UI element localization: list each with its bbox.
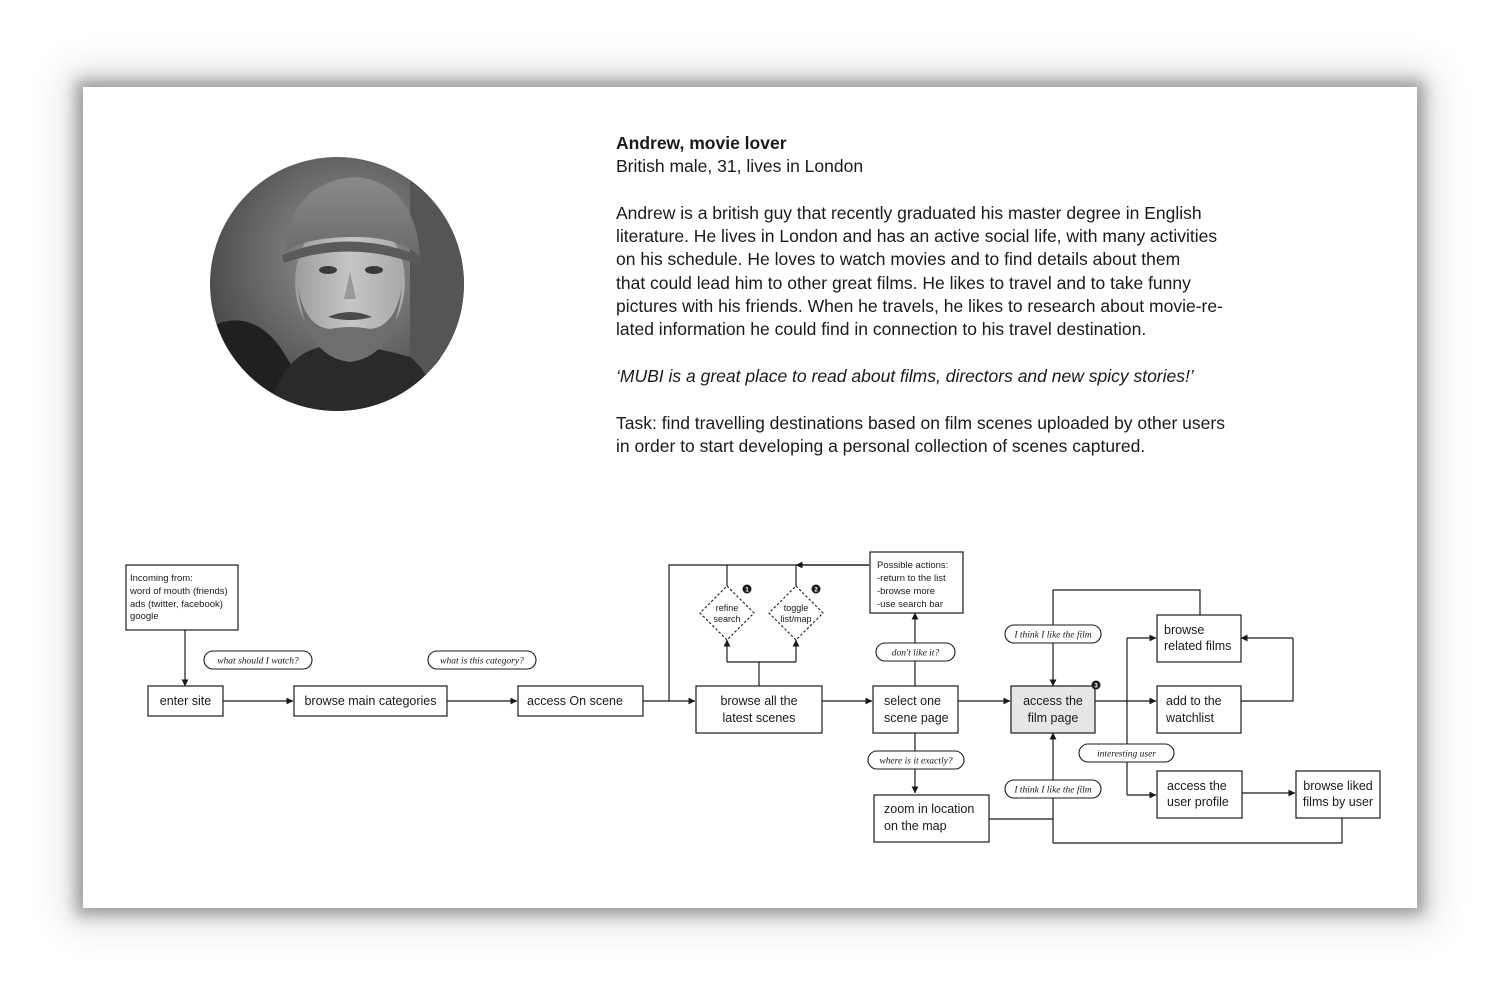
svg-text:access On scene: access On scene — [527, 694, 623, 708]
persona-bio-line: lated information he could find in connection to his travel destination. — [616, 319, 1147, 340]
possible-actions-box — [870, 552, 963, 613]
decision-refine-search — [700, 586, 754, 640]
svg-text:related films: related films — [1164, 639, 1232, 653]
svg-text:2: 2 — [814, 586, 818, 594]
svg-text:select one: select one — [884, 694, 941, 708]
question-like-film-bottom — [1005, 780, 1101, 798]
svg-text:where is it exactly?: where is it exactly? — [879, 756, 953, 767]
persona-bio-line: on his schedule. He loves to watch movies and to find details about them — [616, 249, 1181, 270]
question-what-category — [428, 651, 536, 669]
svg-text:word of mouth (friends): word of mouth (friends) — [130, 586, 228, 597]
persona-name: Andrew, movie lover — [616, 133, 787, 153]
question-dont-like-it — [876, 643, 955, 661]
badge-3 — [1092, 681, 1101, 690]
svg-text:what is this category?: what is this category? — [440, 656, 524, 667]
step-browse-related-films — [1157, 615, 1241, 662]
persona-subtitle: British male, 31, lives in London — [616, 156, 864, 177]
svg-text:3: 3 — [1094, 682, 1098, 690]
svg-text:access the: access the — [1023, 694, 1083, 708]
persona-bio-line: pictures with his friends. When he travels, he likes to research about movie-re- — [616, 296, 1223, 317]
svg-text:latest scenes: latest scenes — [722, 711, 796, 725]
step-browse-liked-films — [1296, 771, 1380, 818]
persona-bio-line: that could lead him to other great films. He likes to travel and to take funny — [616, 272, 1191, 293]
step-add-to-watchlist — [1157, 686, 1241, 733]
step-enter-site — [148, 686, 223, 716]
svg-text:film page: film page — [1027, 711, 1079, 725]
svg-text:refine: refine — [715, 603, 739, 613]
svg-text:search: search — [713, 614, 741, 624]
question-where-exactly — [868, 751, 964, 769]
svg-text:user profile: user profile — [1167, 795, 1229, 809]
svg-text:I think I like the film: I think I like the film — [1014, 630, 1092, 641]
decision-toggle-list-map — [769, 586, 823, 640]
svg-text:Incoming from:: Incoming from: — [130, 573, 193, 584]
svg-text:1: 1 — [745, 586, 749, 594]
persona-quote: ‘MUBI is a great place to read about films, directors and new spicy stories!’ — [616, 365, 1194, 386]
badge-2 — [812, 585, 821, 594]
step-zoom-map — [874, 795, 989, 842]
question-interesting-user — [1079, 744, 1174, 762]
svg-text:access the: access the — [1167, 779, 1227, 793]
svg-text:add to the: add to the — [1166, 694, 1222, 708]
badge-1 — [743, 585, 752, 594]
svg-text:watchlist: watchlist — [1166, 711, 1214, 725]
svg-text:google: google — [130, 611, 159, 622]
step-browse-latest-scenes — [696, 686, 822, 733]
svg-text:browse all the: browse all the — [720, 694, 798, 708]
svg-text:what should I watch?: what should I watch? — [217, 656, 299, 667]
svg-text:films by user: films by user — [1302, 795, 1374, 809]
question-like-film-top — [1005, 625, 1101, 643]
svg-text:Possible actions:: Possible actions: — [877, 560, 949, 571]
incoming-sources-box — [126, 565, 238, 630]
step-access-user-profile — [1157, 771, 1242, 818]
svg-text:on the map: on the map — [884, 819, 947, 833]
svg-text:browse liked: browse liked — [1303, 779, 1373, 793]
svg-text:interesting user: interesting user — [1096, 749, 1157, 760]
step-access-film-page — [1011, 686, 1095, 733]
persona-task-line: in order to start developing a personal collection of scenes captured. — [616, 435, 1146, 456]
svg-text:-browse more: -browse more — [877, 586, 936, 597]
svg-text:browse main categories: browse main categories — [304, 694, 437, 708]
svg-text:-use search bar: -use search bar — [877, 599, 944, 610]
step-browse-main-categories — [294, 686, 447, 716]
persona-bio-line: literature. He lives in London and has an active social life, with many activities — [616, 226, 1218, 247]
step-access-on-scene — [518, 686, 643, 716]
svg-text:enter site: enter site — [159, 694, 212, 708]
svg-text:don't like it?: don't like it? — [891, 648, 940, 659]
svg-text:list/map: list/map — [780, 614, 812, 624]
svg-text:I think I like the film: I think I like the film — [1014, 785, 1092, 796]
svg-text:browse: browse — [1164, 623, 1205, 637]
persona-bio-line: Andrew is a british guy that recently graduated his master degree in English — [616, 202, 1202, 223]
svg-text:-return to the list: -return to the list — [877, 573, 946, 584]
svg-text:scene page: scene page — [884, 711, 949, 725]
persona-task-line: Task: find travelling destinations based on film scenes uploaded by other users — [616, 412, 1225, 433]
svg-text:zoom in location: zoom in location — [884, 802, 975, 816]
step-select-scene-page — [873, 686, 958, 733]
question-what-to-watch — [204, 651, 312, 669]
svg-text:ads (twitter, facebook): ads (twitter, facebook) — [130, 599, 223, 610]
svg-text:toggle: toggle — [783, 603, 809, 613]
